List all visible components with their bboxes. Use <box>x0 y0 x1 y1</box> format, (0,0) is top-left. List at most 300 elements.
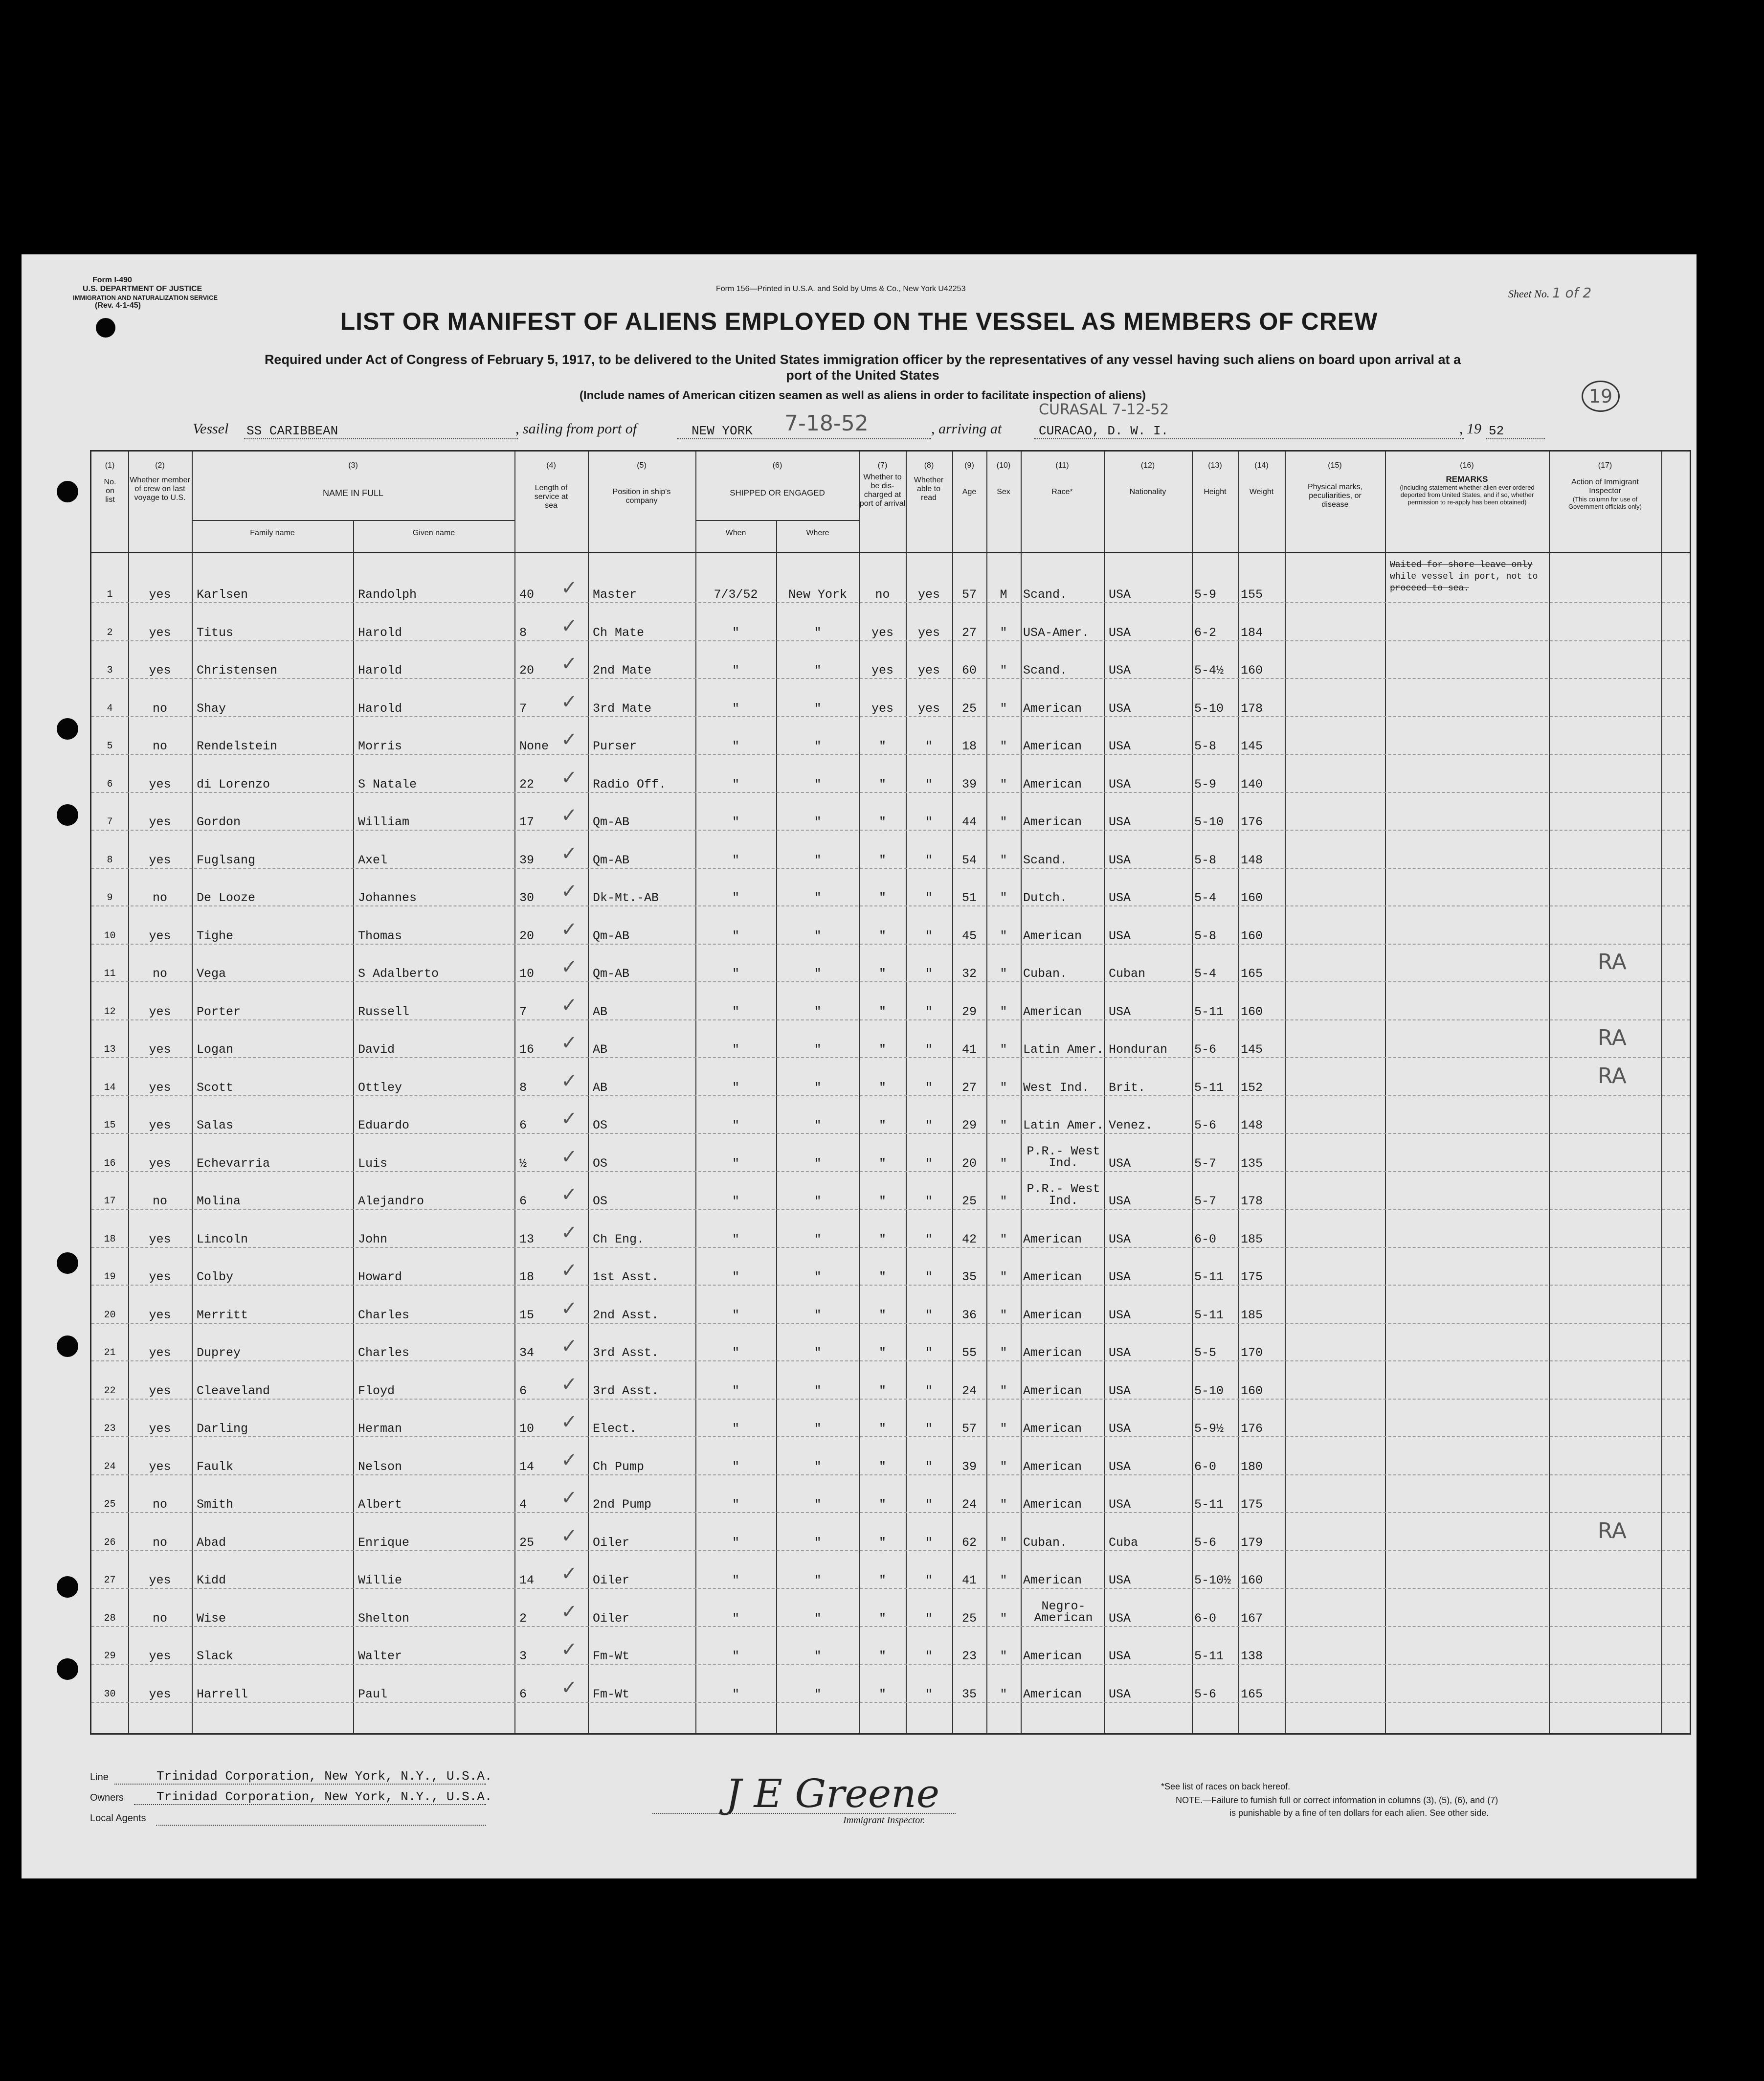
cell-weight: 145 <box>1241 1042 1263 1057</box>
cell-height: 5-7 <box>1194 1194 1217 1208</box>
inspector-signature: J E Greene <box>726 1771 940 1816</box>
cell-given: Alejandro <box>358 1194 424 1208</box>
cell-height: 5-10½ <box>1194 1573 1231 1587</box>
cell-service: 40 <box>519 588 535 602</box>
line-label: Line <box>90 1772 109 1783</box>
row-rule <box>91 1209 1690 1210</box>
cell-weight: 175 <box>1241 1270 1263 1284</box>
row-rule <box>91 944 1690 945</box>
cell-height: 5-11 <box>1194 1004 1224 1019</box>
cell-no: 25 <box>104 1499 116 1510</box>
cell-prev: yes <box>149 777 171 792</box>
cell-no: 26 <box>104 1537 116 1548</box>
cell-sex: " <box>1000 928 1007 943</box>
cell-prev: no <box>152 739 167 753</box>
cell-family: Kidd <box>197 1573 226 1587</box>
cell-sex: " <box>1000 1346 1007 1360</box>
cell-when: " <box>732 1346 739 1360</box>
cell-where: " <box>814 777 822 792</box>
department: U.S. DEPARTMENT OF JUSTICE <box>83 285 202 293</box>
subtitle-line-1: Required under Act of Congress of February 5, 1917, to be delivered to the United States immigration officer by the representatives of any vessel having such aliens on board upon arrival at a <box>264 352 1461 367</box>
col-when-header: When <box>725 529 746 537</box>
cell-family: Darling <box>197 1422 248 1436</box>
cell-no: 7 <box>107 816 113 828</box>
cell-sex: " <box>1000 663 1007 678</box>
cell-weight: 138 <box>1241 1649 1263 1663</box>
cell-race: Negro- American <box>1034 1599 1093 1625</box>
cell-race: Latin Amer. <box>1023 1118 1104 1132</box>
cell-family: Slack <box>197 1649 234 1663</box>
cell-prev: yes <box>149 625 171 640</box>
cell-nat: USA <box>1109 1156 1131 1171</box>
cell-prev: yes <box>149 928 171 943</box>
cell-service: 6 <box>519 1194 527 1208</box>
col-shipped-header: (6) SHIPPED OR ENGAGED <box>730 461 825 498</box>
col-no-header: (1) No. on list <box>104 461 116 504</box>
cell-weight: 140 <box>1241 777 1263 792</box>
row-rule <box>91 640 1690 641</box>
cell-height: 5-9 <box>1194 588 1217 602</box>
cell-given: Ottley <box>358 1080 402 1095</box>
cell-disch: " <box>878 1573 886 1587</box>
cell-nat: USA <box>1109 739 1131 753</box>
cell-nat: USA <box>1109 1687 1131 1701</box>
cell-family: Christensen <box>197 663 278 678</box>
cell-no: 13 <box>104 1044 116 1055</box>
cell-race: American <box>1023 1383 1082 1398</box>
cell-no: 20 <box>104 1309 116 1321</box>
cell-race: Cuban. <box>1023 1535 1068 1550</box>
row-rule <box>91 602 1690 603</box>
cell-read: " <box>925 1649 933 1663</box>
cell-remark: Waited for shore leave only while vessel in port, not to proceed to sea. <box>1390 560 1538 593</box>
cell-age: 23 <box>961 1649 977 1663</box>
row-rule <box>91 1285 1690 1286</box>
cell-disch: " <box>878 891 886 905</box>
cell-family: Salas <box>197 1118 234 1132</box>
cell-disch: " <box>878 967 886 981</box>
cell-read: " <box>925 1383 933 1398</box>
cell-prev: yes <box>149 1042 171 1057</box>
check-mark-icon: ✓ <box>561 1032 578 1054</box>
cell-when: " <box>732 1156 739 1171</box>
cell-when: " <box>732 1459 739 1474</box>
cell-no: 10 <box>104 930 116 942</box>
col-service-header: (4) Length of service at sea <box>534 461 568 510</box>
check-mark-icon: ✓ <box>561 1524 578 1547</box>
cell-given: Howard <box>358 1270 402 1284</box>
row-rule <box>91 716 1690 717</box>
cell-no: 24 <box>104 1461 116 1472</box>
check-mark-icon: ✓ <box>561 1676 578 1699</box>
cell-service: 8 <box>519 1080 527 1095</box>
cell-read: " <box>925 777 933 792</box>
cell-nat: USA <box>1109 625 1131 640</box>
cell-family: Tighe <box>197 928 234 943</box>
cell-read: " <box>925 1232 933 1246</box>
cell-age: 25 <box>961 1194 977 1208</box>
check-mark-icon: ✓ <box>561 577 578 599</box>
cell-height: 5-8 <box>1194 853 1217 867</box>
cell-read: yes <box>917 625 940 640</box>
cell-given: Morris <box>358 739 402 753</box>
check-mark-icon: ✓ <box>561 614 578 637</box>
cell-weight: 178 <box>1241 701 1263 716</box>
row-rule <box>91 1019 1690 1020</box>
cell-age: 27 <box>961 1080 977 1095</box>
cell-where: " <box>814 853 822 867</box>
cell-age: 35 <box>961 1270 977 1284</box>
cell-family: Molina <box>197 1194 241 1208</box>
check-mark-icon: ✓ <box>561 1335 578 1357</box>
cell-no: 14 <box>104 1082 116 1093</box>
cell-given: Albert <box>358 1497 402 1512</box>
row-rule <box>91 905 1690 906</box>
cell-given: David <box>358 1042 395 1057</box>
cell-sex: " <box>1000 1535 1007 1550</box>
cell-disch: " <box>878 1459 886 1474</box>
cell-weight: 148 <box>1241 853 1263 867</box>
cell-where: " <box>814 967 822 981</box>
cell-where: " <box>814 1042 822 1057</box>
cell-position: OS <box>593 1194 608 1208</box>
check-mark-icon: ✓ <box>561 1108 578 1130</box>
sheet-number: Sheet No. 1 of 2 <box>1508 285 1592 301</box>
check-mark-icon: ✓ <box>561 653 578 675</box>
col-where-header: Where <box>806 529 829 537</box>
cell-prev: yes <box>149 1080 171 1095</box>
cell-sex: " <box>1000 1004 1007 1019</box>
cell-height: 6-0 <box>1194 1611 1217 1626</box>
races-note: *See list of races on back hereof. <box>1161 1782 1291 1791</box>
cell-weight: 165 <box>1241 1687 1263 1701</box>
service: IMMIGRATION AND NATURALIZATION SERVICE <box>73 294 218 301</box>
cell-weight: 160 <box>1241 1573 1263 1587</box>
cell-race: West Ind. <box>1023 1080 1090 1095</box>
cell-nat: USA <box>1109 1459 1131 1474</box>
cell-read: " <box>925 1687 933 1701</box>
owners-label: Owners <box>90 1792 124 1803</box>
cell-given: Walter <box>358 1649 402 1663</box>
cell-when: " <box>732 1308 739 1322</box>
cell-given: Thomas <box>358 928 402 943</box>
row-rule <box>91 1474 1690 1475</box>
check-mark-icon: ✓ <box>561 1373 578 1396</box>
cell-height: 5-8 <box>1194 928 1217 943</box>
row-rule <box>91 830 1690 831</box>
cell-service: 14 <box>519 1573 535 1587</box>
cell-sex: " <box>1000 1156 1007 1171</box>
cell-age: 24 <box>961 1497 977 1512</box>
cell-race: Scand. <box>1023 663 1068 678</box>
row-rule <box>91 1626 1690 1627</box>
row-rule <box>91 678 1690 679</box>
cell-no: 1 <box>107 589 113 600</box>
cell-prev: yes <box>149 1649 171 1663</box>
cell-race: American <box>1023 1346 1082 1360</box>
cell-nat: USA <box>1109 1497 1131 1512</box>
cell-race: American <box>1023 815 1082 829</box>
cell-prev: yes <box>149 1346 171 1360</box>
cell-sex: " <box>1000 1308 1007 1322</box>
cell-read: " <box>925 1004 933 1019</box>
cell-when: " <box>732 1194 739 1208</box>
cell-race: American <box>1023 777 1082 792</box>
cell-read: " <box>925 1573 933 1587</box>
cell-read: " <box>925 815 933 829</box>
cell-weight: 160 <box>1241 1004 1263 1019</box>
cell-position: Ch Pump <box>593 1459 645 1474</box>
cell-height: 5-6 <box>1194 1687 1217 1701</box>
cell-read: " <box>925 1194 933 1208</box>
form-number: Form I-490 <box>92 276 132 284</box>
cell-nat: USA <box>1109 1573 1131 1587</box>
cell-when: " <box>732 1497 739 1512</box>
arriving-port: CURACAO, D. W. I. <box>1039 424 1169 438</box>
cell-race: Latin Amer. <box>1023 1042 1104 1057</box>
cell-position: AB <box>593 1042 608 1057</box>
subtitle-line-2: port of the United States <box>786 368 939 383</box>
cell-position: Qm-AB <box>593 815 630 829</box>
cell-prev: no <box>152 967 167 981</box>
cell-nat: USA <box>1109 1611 1131 1626</box>
cell-when: " <box>732 891 739 905</box>
cell-prev: yes <box>149 1004 171 1019</box>
inspector-label: Immigrant Inspector. <box>843 1815 925 1826</box>
cell-weight: 185 <box>1241 1232 1263 1246</box>
cell-age: 29 <box>961 1004 977 1019</box>
check-mark-icon: ✓ <box>561 956 578 978</box>
vessel-label: Vessel <box>193 421 229 437</box>
cell-weight: 176 <box>1241 1422 1263 1436</box>
cell-family: Colby <box>197 1270 234 1284</box>
cell-service: 30 <box>519 891 535 905</box>
cell-weight: 148 <box>1241 1118 1263 1132</box>
check-mark-icon: ✓ <box>561 1487 578 1509</box>
cell-when: " <box>732 701 739 716</box>
cell-position: 2nd Mate <box>593 663 652 678</box>
check-mark-icon: ✓ <box>561 880 578 903</box>
cell-family: Fuglsang <box>197 853 256 867</box>
cell-disch: " <box>878 1687 886 1701</box>
cell-where: " <box>814 928 822 943</box>
cell-height: 5-6 <box>1194 1535 1217 1550</box>
cell-prev: yes <box>149 1687 171 1701</box>
cell-weight: 167 <box>1241 1611 1263 1626</box>
cell-height: 5-10 <box>1194 815 1224 829</box>
cell-given: Harold <box>358 625 402 640</box>
cell-read: " <box>925 1535 933 1550</box>
cell-race: American <box>1023 1573 1082 1587</box>
cell-age: 57 <box>961 1422 977 1436</box>
cell-position: Oiler <box>593 1573 630 1587</box>
cell-service: 10 <box>519 967 535 981</box>
cell-sex: " <box>1000 625 1007 640</box>
cell-weight: 180 <box>1241 1459 1263 1474</box>
cell-race: American <box>1023 1687 1082 1701</box>
cell-read: " <box>925 739 933 753</box>
check-mark-icon: ✓ <box>561 994 578 1017</box>
cell-weight: 178 <box>1241 1194 1263 1208</box>
col-name-header: (3) NAME IN FULL <box>322 461 384 498</box>
cell-position: 3rd Asst. <box>593 1383 659 1398</box>
cell-position: 1st Asst. <box>593 1270 659 1284</box>
cell-disch: " <box>878 853 886 867</box>
check-mark-icon: ✓ <box>561 1638 578 1661</box>
inspector-mark: RA <box>1598 1063 1627 1088</box>
cell-position: Ch Mate <box>593 625 645 640</box>
cell-position: AB <box>593 1080 608 1095</box>
page-mark: 19 <box>1582 381 1620 412</box>
col-height-header: (13) Height <box>1204 461 1227 496</box>
col-marks-header: (15) Physical marks, peculiarities, or disease <box>1307 461 1363 509</box>
cell-given: Willie <box>358 1573 402 1587</box>
cell-service: 10 <box>519 1422 535 1436</box>
cell-nat: USA <box>1109 1004 1131 1019</box>
punch-hole <box>57 718 78 740</box>
cell-height: 5-11 <box>1194 1080 1224 1095</box>
cell-family: Rendelstein <box>197 739 278 753</box>
cell-read: " <box>925 1080 933 1095</box>
cell-when: " <box>732 663 739 678</box>
row-rule <box>91 1512 1690 1513</box>
cell-disch: no <box>875 588 890 602</box>
cell-age: 45 <box>961 928 977 943</box>
cell-no: 17 <box>104 1196 116 1207</box>
cell-sex: " <box>1000 1118 1007 1132</box>
punch-hole <box>96 318 115 338</box>
cell-height: 5-10 <box>1194 1383 1224 1398</box>
cell-no: 12 <box>104 1006 116 1018</box>
cell-when: " <box>732 1573 739 1587</box>
cell-given: Nelson <box>358 1459 402 1474</box>
cell-family: Duprey <box>197 1346 241 1360</box>
cell-height: 5-6 <box>1194 1118 1217 1132</box>
revision: (Rev. 4-1-45) <box>95 301 141 310</box>
cell-position: OS <box>593 1156 608 1171</box>
cell-read: " <box>925 967 933 981</box>
cell-height: 6-2 <box>1194 625 1217 640</box>
row-rule <box>91 1702 1690 1703</box>
cell-nat: USA <box>1109 1232 1131 1246</box>
cell-age: 25 <box>961 1611 977 1626</box>
cell-service: 4 <box>519 1497 527 1512</box>
cell-race: USA-Amer. <box>1023 625 1090 640</box>
cell-given: Randolph <box>358 588 417 602</box>
cell-weight: 145 <box>1241 739 1263 753</box>
cell-family: Harrell <box>197 1687 248 1701</box>
cell-where: " <box>814 739 822 753</box>
cell-weight: 160 <box>1241 891 1263 905</box>
check-mark-icon: ✓ <box>561 690 578 713</box>
cell-where: " <box>814 1497 822 1512</box>
cell-prev: no <box>152 701 167 716</box>
punch-hole <box>57 804 78 826</box>
arriving-label: , arriving at <box>931 421 1002 437</box>
cell-service: 7 <box>519 1004 527 1019</box>
check-mark-icon: ✓ <box>561 1562 578 1585</box>
row-rule <box>91 1436 1690 1437</box>
check-mark-icon: ✓ <box>561 918 578 941</box>
cell-family: De Looze <box>197 891 256 905</box>
cell-sex: M <box>1000 588 1007 602</box>
cell-where: " <box>814 1649 822 1663</box>
subtitle-line-3: (Include names of American citizen seamen as well as aliens in order to facilitate inspection of aliens) <box>579 389 1146 402</box>
cell-sex: " <box>1000 891 1007 905</box>
cell-no: 3 <box>107 665 113 676</box>
cell-where: " <box>814 625 822 640</box>
row-rule <box>91 1171 1690 1172</box>
cell-service: 13 <box>519 1232 535 1246</box>
cell-nat: USA <box>1109 1346 1131 1360</box>
cell-when: " <box>732 1232 739 1246</box>
year-label: , 19 <box>1459 421 1481 437</box>
cell-disch: " <box>878 1611 886 1626</box>
cell-age: 36 <box>961 1308 977 1322</box>
cell-height: 5-4 <box>1194 891 1217 905</box>
punch-hole <box>57 481 78 502</box>
check-mark-icon: ✓ <box>561 1145 578 1168</box>
cell-where: " <box>814 1687 822 1701</box>
col-nationality-header: (12) Nationality <box>1129 461 1166 496</box>
row-rule <box>91 1323 1690 1324</box>
cell-where: " <box>814 815 822 829</box>
cell-position: Qm-AB <box>593 853 630 867</box>
cell-nat: Venez. <box>1109 1118 1153 1132</box>
cell-race: Dutch. <box>1023 891 1068 905</box>
cell-sex: " <box>1000 701 1007 716</box>
check-mark-icon: ✓ <box>561 804 578 827</box>
cell-given: S Natale <box>358 777 417 792</box>
cell-race: American <box>1023 1004 1082 1019</box>
cell-age: 32 <box>961 967 977 981</box>
cell-where: " <box>814 1535 822 1550</box>
row-rule <box>91 1550 1690 1551</box>
check-mark-icon: ✓ <box>561 1411 578 1433</box>
cell-no: 8 <box>107 854 113 866</box>
cell-prev: no <box>152 1611 167 1626</box>
cell-prev: yes <box>149 1459 171 1474</box>
cell-sex: " <box>1000 815 1007 829</box>
cell-nat: USA <box>1109 853 1131 867</box>
cell-nat: USA <box>1109 588 1131 602</box>
cell-service: 20 <box>519 928 535 943</box>
cell-disch: " <box>878 777 886 792</box>
check-mark-icon: ✓ <box>561 1448 578 1471</box>
cell-sex: " <box>1000 777 1007 792</box>
cell-prev: yes <box>149 1308 171 1322</box>
cell-when: " <box>732 1611 739 1626</box>
cell-disch: " <box>878 1156 886 1171</box>
cell-read: " <box>925 928 933 943</box>
check-mark-icon: ✓ <box>561 1259 578 1282</box>
cell-service: 22 <box>519 777 535 792</box>
col-race-header: (11) Race* <box>1051 461 1073 496</box>
cell-nat: USA <box>1109 1422 1131 1436</box>
cell-given: Enrique <box>358 1535 410 1550</box>
cell-position: Master <box>593 588 637 602</box>
check-mark-icon: ✓ <box>561 1183 578 1206</box>
cell-read: " <box>925 1308 933 1322</box>
cell-service: 20 <box>519 663 535 678</box>
year-value: 52 <box>1489 424 1504 438</box>
col-sex-header: (10) Sex <box>996 461 1011 496</box>
cell-weight: 184 <box>1241 625 1263 640</box>
cell-sex: " <box>1000 1611 1007 1626</box>
cell-race: American <box>1023 1270 1082 1284</box>
crew-table <box>90 450 1691 1735</box>
cell-nat: USA <box>1109 815 1131 829</box>
